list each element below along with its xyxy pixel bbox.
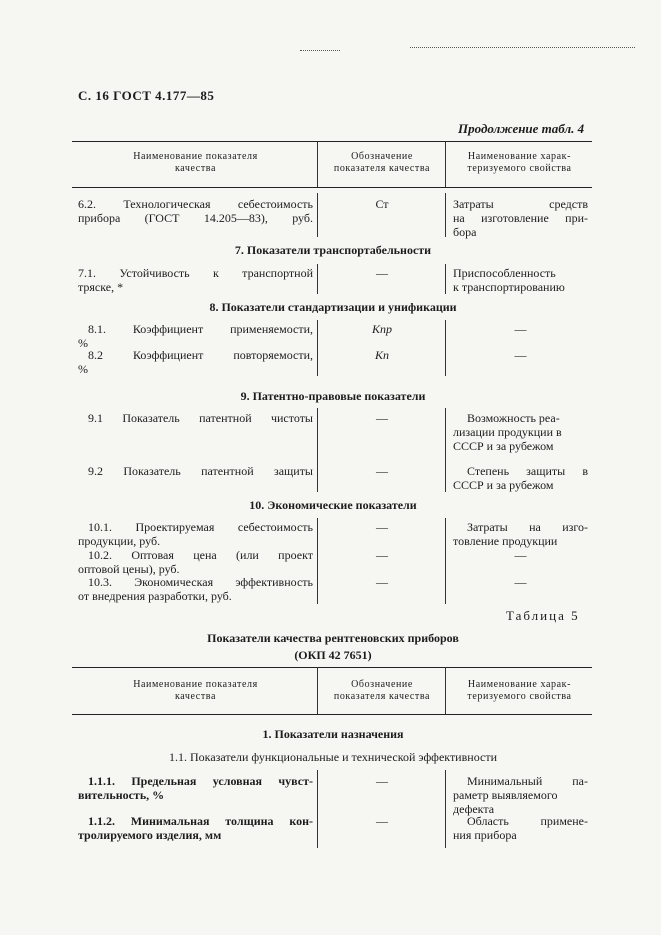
table-5-label: Таблица 5: [506, 608, 580, 623]
row-1-1-2-name: 1.1.2. Минимальная толщина кон- тролируемого изделия, мм: [78, 814, 313, 842]
section-8-title: 8. Показатели стандартизации и унификации: [209, 300, 457, 314]
row-10-3-name: 10.3. Экономическая эффективность от внедрения разработки, руб.: [78, 575, 313, 603]
table5-header-divider-1: [317, 667, 318, 714]
table4-header-rule: [72, 187, 592, 188]
section-7-title: 7. Показатели транспортабельности: [234, 243, 432, 257]
row-10-2-property: —: [514, 548, 527, 562]
table-continuation: Продолжение табл. 4: [458, 121, 585, 136]
row-7-1-name: 7.1. Устойчивость к транспортной тряске, *: [78, 266, 313, 294]
row-9-2-property: Степень защиты в СССР и за рубежом: [453, 464, 588, 492]
row-7-1-property: Приспособленность к транспортированию: [453, 266, 565, 294]
row-9-1-symbol: —: [376, 411, 388, 425]
section-9-title: 9. Патентно-правовые показатели: [240, 389, 426, 403]
table-5-title: Показатели качества рентгеновских приборов (ОКП 42 7651): [207, 631, 459, 662]
t5-col-header-name: Наименование показателя качества: [133, 679, 258, 702]
t5-col-header-symbol: Обозначение показателя качества: [333, 679, 431, 702]
row-10-2-symbol: —: [376, 548, 388, 562]
row-8-2-property: —: [514, 348, 527, 362]
row-8-2-symbol: Кп: [375, 348, 389, 362]
row-6-2-name: 6.2. Технологическая себестоимость прибора (ГОСТ 14.205—83), руб.: [78, 197, 313, 225]
row-9-1-name: 9.1 Показатель патентной чистоты: [88, 411, 313, 425]
t5-subsection-1-1-title: 1.1. Показатели функциональные и технической эффективности: [169, 750, 497, 764]
scan-mark-top-small: [300, 50, 340, 51]
row-10-3-property: —: [514, 575, 527, 589]
scan-mark-top: [410, 47, 635, 48]
row-1-1-1-symbol: —: [376, 774, 388, 788]
table5-top-rule: [72, 667, 592, 668]
row-6-2-property: Затраты средств на изготовление при- бора: [453, 197, 588, 239]
row-1-1-2-symbol: —: [376, 814, 388, 828]
table4-header-divider-2: [445, 141, 446, 187]
row-1-1-1-name: 1.1.1. Предельная условная чувст- вительность, %: [78, 774, 313, 802]
row-8-1-symbol: Кпр: [372, 322, 392, 336]
row-9-2-name: 9.2 Показатель патентной защиты: [88, 464, 313, 478]
row-10-1-symbol: —: [376, 520, 388, 534]
row-6-2-symbol: Ст: [375, 197, 389, 211]
row-10-2-name: 10.2. Оптовая цена (или проект оптовой цены), руб.: [78, 548, 313, 576]
row-9-2-symbol: —: [376, 464, 388, 478]
table5-header-rule: [72, 714, 592, 715]
row-9-1-property: Возможность реа- лизации продукции в СССР и за рубежом: [453, 411, 562, 453]
row-8-2-name: 8.2 Коэффициент повторяемости, %: [78, 348, 313, 376]
row-1-1-2-property: Область примене- ния прибора: [453, 814, 588, 842]
page-header: С. 16 ГОСТ 4.177—85: [78, 88, 215, 103]
row-7-1-symbol: —: [376, 266, 388, 280]
row-10-1-property: Затраты на изго- товление продукции: [453, 520, 588, 548]
t5-col-header-property: Наименование харак- теризуемого свойства: [467, 679, 572, 702]
row-1-1-1-property: Минимальный па- раметр выявляемого дефекта: [453, 774, 588, 816]
row-8-1-name: 8.1. Коэффициент применяемости, %: [78, 322, 313, 350]
col-header-property: Наименование харак- теризуемого свойства: [467, 151, 572, 174]
table4-top-rule: [72, 141, 592, 142]
col-header-name: Наименование показателя качества: [133, 151, 258, 174]
t5-section-1-title: 1. Показатели назначения: [262, 727, 404, 741]
table4-header-divider-1: [317, 141, 318, 187]
table5-header-divider-2: [445, 667, 446, 714]
row-8-1-property: —: [514, 322, 527, 336]
row-10-3-symbol: —: [376, 575, 388, 589]
row-10-1-name: 10.1. Проектируемая себестоимость продукции, руб.: [78, 520, 313, 548]
section-10-title: 10. Экономические показатели: [249, 498, 417, 512]
col-header-symbol: Обозначение показателя качества: [333, 151, 431, 174]
